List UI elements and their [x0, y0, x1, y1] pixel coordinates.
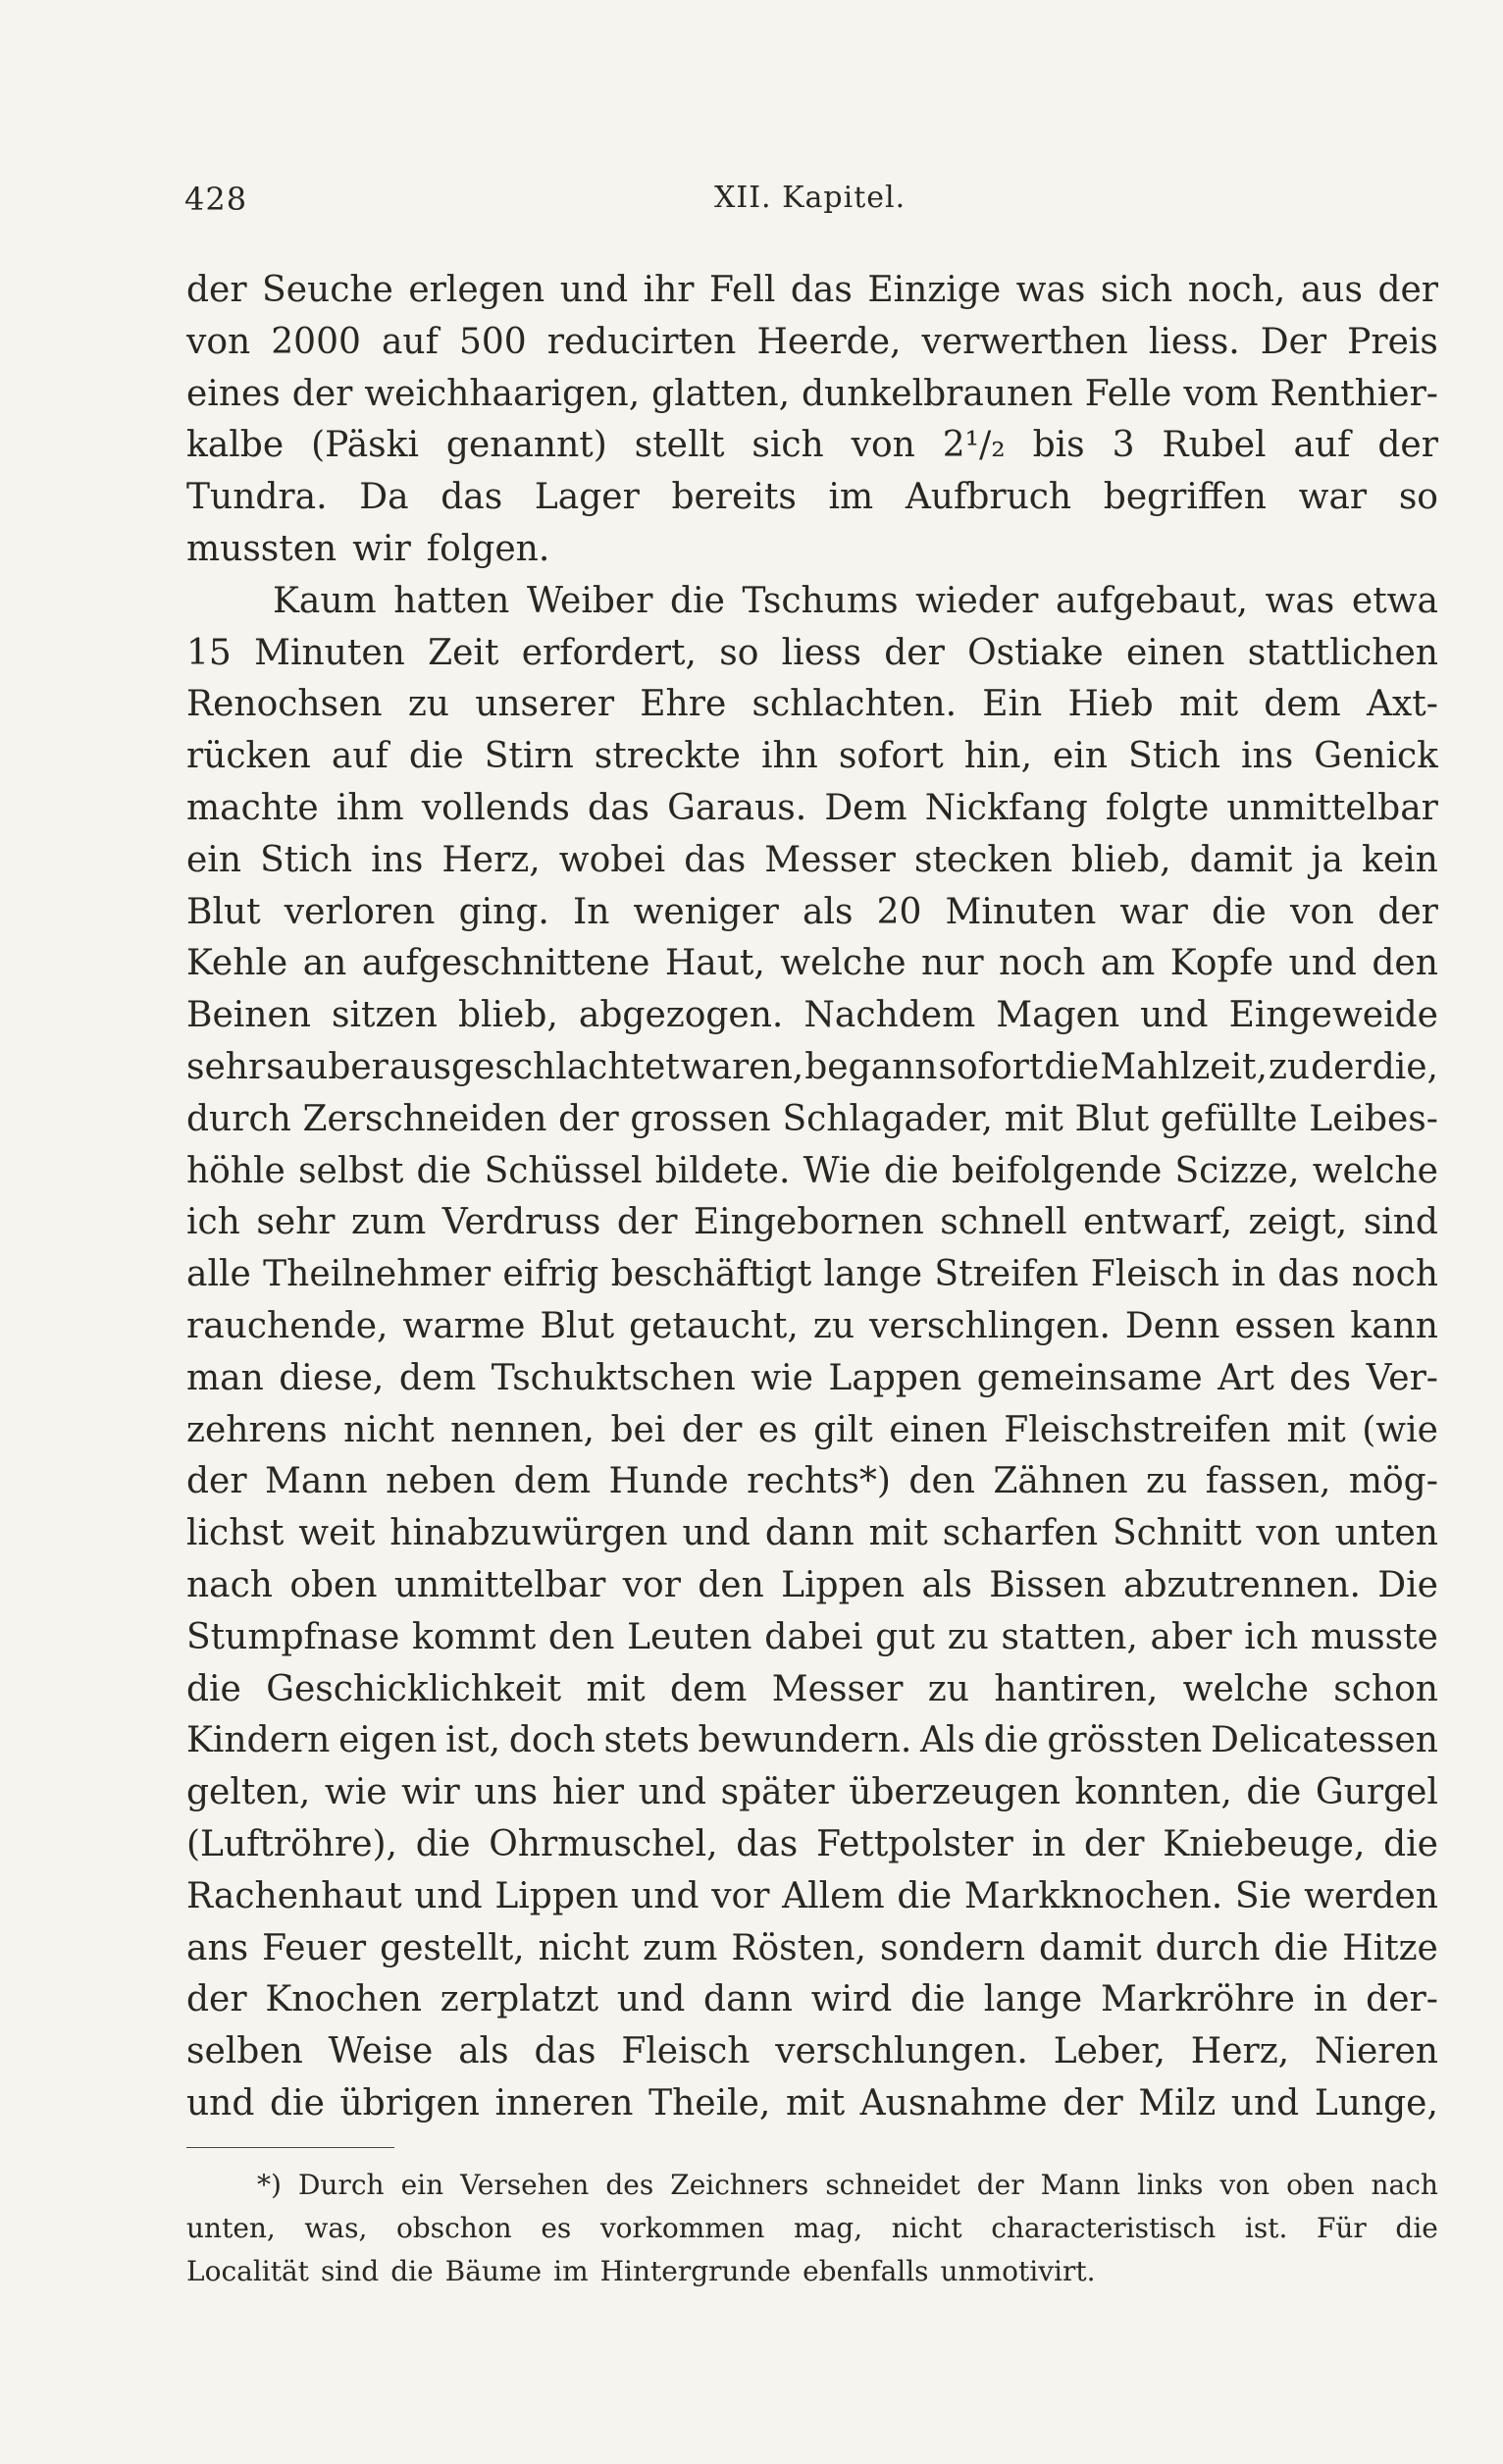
text-line: durch Zerschneiden der grossen Schlagader, mit Blut gefüllte Leibes-: [186, 1098, 1438, 1139]
text-line: alle Theilnehmer eifrig beschäftigt lange Streifen Fleisch in das noch: [186, 1254, 1438, 1295]
text-line: (Luftröhre), die Ohrmuschel, das Fettpolster in der Kniebeuge, die: [186, 1823, 1438, 1864]
text-line: ans Feuer gestellt, nicht zum Rösten, sondern damit durch die Hitze: [186, 1927, 1438, 1968]
footnote-line: unten, was, obschon es vorkommen mag, nicht characteristisch ist. Für die: [186, 2212, 1438, 2244]
footnote-line: Localität sind die Bäume im Hintergrunde ebenfalls unmotivirt.: [186, 2255, 1096, 2287]
text-line: Kaum hatten Weiber die Tschums wieder aufgebaut, was etwa: [273, 580, 1438, 621]
text-line: Blut verloren ging. In weniger als 20 Minuten war die von der: [186, 891, 1438, 932]
text-line: kalbe (Päski genannt) stellt sich von 2¹/₂ bis 3 Rubel auf der: [186, 425, 1438, 466]
text-line: der Mann neben dem Hunde rechts*) den Zähnen zu fassen, mög-: [186, 1461, 1438, 1502]
footnote-rule: [186, 2147, 394, 2148]
text-line: zehrens nicht nennen, bei der es gilt einen Fleischstreifen mit (wie: [186, 1409, 1438, 1450]
running-head: XII. Kapitel.: [714, 181, 907, 215]
text-line: von 2000 auf 500 reducirten Heerde, verwerthen liess. Der Preis: [186, 321, 1438, 362]
text-line: gelten, wie wir uns hier und später überzeugen konnten, die Gurgel: [186, 1772, 1438, 1813]
text-line: lichst weit hinabzuwürgen und dann mit scharfen Schnitt von unten: [186, 1513, 1438, 1554]
text-line: mussten wir folgen.: [186, 528, 550, 569]
text-line: Kindern eigen ist, doch stets bewundern. Als die grössten Delicatessen: [186, 1720, 1438, 1761]
text-line: machte ihm vollends das Garaus. Dem Nickfang folgte unmittelbar: [186, 787, 1438, 828]
text-line: der Seuche erlegen und ihr Fell das Einzige was sich noch, aus der: [186, 270, 1438, 310]
text-line: Stumpfnase kommt den Leuten dabei gut zu statten, aber ich musste: [186, 1616, 1438, 1657]
text-line: sehr sauber ausgeschlachtet waren, begann sofort die Mahlzeit, zu der die,: [186, 1046, 1438, 1087]
text-line: der Knochen zerplatzt und dann wird die lange Markröhre in der-: [186, 1979, 1438, 2020]
text-line: ein Stich ins Herz, wobei das Messer stecken blieb, damit ja kein: [186, 839, 1438, 880]
text-line: man diese, dem Tschuktschen wie Lappen gemeinsame Art des Ver-: [186, 1357, 1438, 1398]
text-line: rücken auf die Stirn streckte ihn sofort hin, ein Stich ins Genick: [186, 736, 1438, 777]
text-line: eines der weichhaarigen, glatten, dunkelbraunen Felle vom Renthier-: [186, 373, 1438, 414]
text-line: Rachenhaut und Lippen und vor Allem die Markknochen. Sie werden: [186, 1875, 1438, 1916]
text-line: selben Weise als das Fleisch verschlungen. Leber, Herz, Nieren: [186, 2031, 1438, 2072]
footnotes: [186, 2164, 1438, 2293]
text-line: rauchende, warme Blut getaucht, zu verschlingen. Denn essen kann: [186, 1305, 1438, 1346]
text-line: Renochsen zu unserer Ehre schlachten. Ein Hieb mit dem Axt-: [186, 684, 1438, 725]
text-line: Kehle an aufgeschnittene Haut, welche nur noch am Kopfe und den: [186, 943, 1438, 984]
text-line: nach oben unmittelbar vor den Lippen als Bissen abzutrennen. Die: [186, 1564, 1438, 1605]
text-line: 15 Minuten Zeit erfordert, so liess der Ostiake einen stattlichen: [186, 632, 1438, 673]
footnote-line: *) Durch ein Versehen des Zeichners schneidet der Mann links von oben nach: [257, 2169, 1438, 2201]
body-text: [186, 265, 1438, 2130]
text-line: und die übrigen inneren Theile, mit Ausnahme der Milz und Lunge,: [186, 2082, 1438, 2123]
page-number: 428: [184, 181, 248, 218]
text-line: Tundra. Da das Lager bereits im Aufbruch begriffen war so: [186, 477, 1438, 518]
text-line: ich sehr zum Verdruss der Eingebornen schnell entwarf, zeigt, sind: [186, 1202, 1438, 1243]
text-line: Beinen sitzen blieb, abgezogen. Nachdem Magen und Eingeweide: [186, 995, 1438, 1036]
text-line: höhle selbst die Schüssel bildete. Wie die beifolgende Scizze, welche: [186, 1150, 1438, 1191]
text-line: die Geschicklichkeit mit dem Messer zu hantiren, welche schon: [186, 1668, 1438, 1709]
